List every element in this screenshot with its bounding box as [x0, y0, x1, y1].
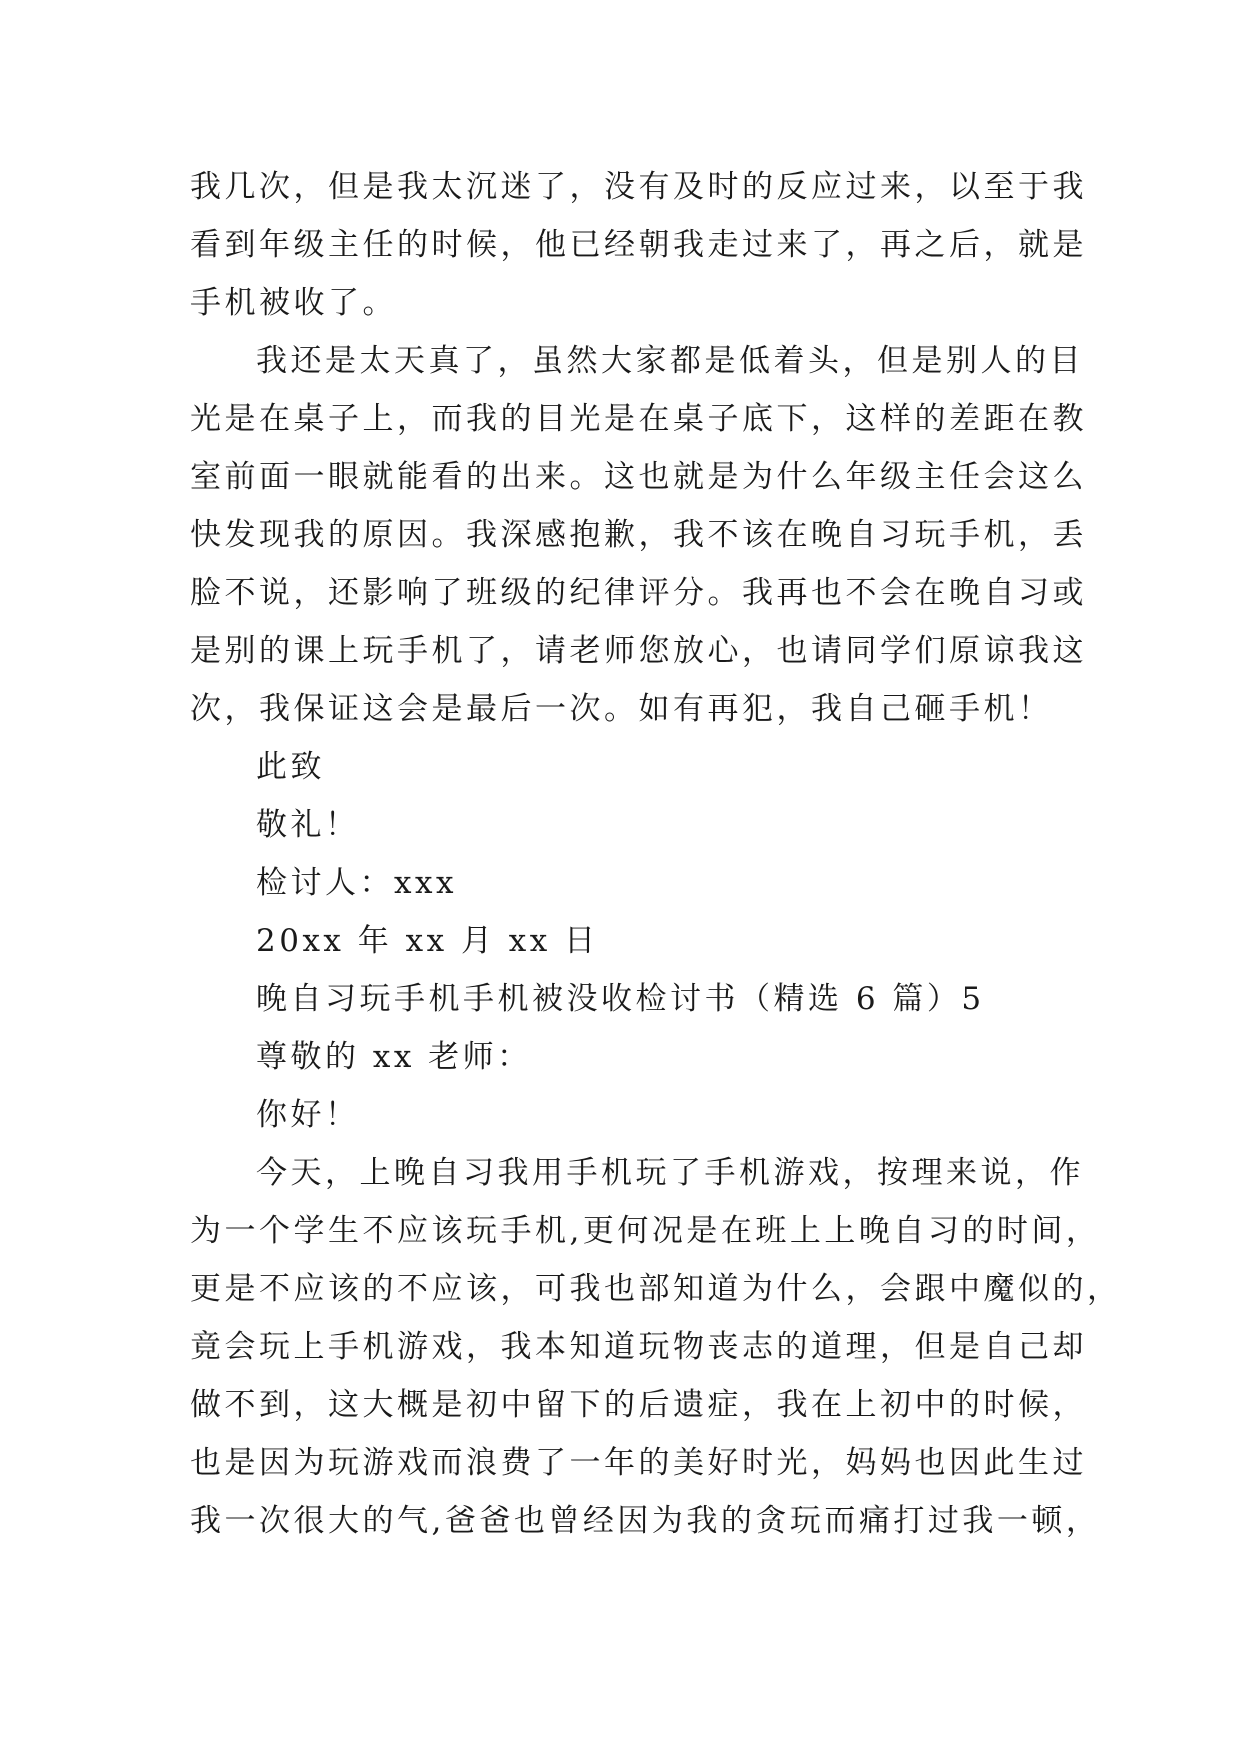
body-text-line: 我一次很大的气,爸爸也曾经因为我的贪玩而痛打过我一顿， [190, 1503, 1101, 1539]
body-text-line: 光是在桌子上，而我的目光是在桌子底下，这样的差距在教 [190, 401, 1087, 437]
body-text-line: 脸不说，还影响了班级的纪律评分。我再也不会在晚自习或 [190, 575, 1087, 611]
body-text-line: 为一个学生不应该玩手机,更何况是在班上上晚自习的时间， [190, 1213, 1101, 1249]
body-text-line: 室前面一眼就能看的出来。这也就是为什么年级主任会这么 [190, 459, 1087, 495]
closing-regards: 敬礼！ [256, 807, 360, 843]
body-text-line: 我几次，但是我太沉迷了，没有及时的反应过来，以至于我 [190, 169, 1087, 205]
body-text-line: 做不到，这大概是初中留下的后遗症，我在上初中的时候， [190, 1387, 1087, 1423]
body-text-line: 次，我保证这会是最后一次。如有再犯，我自己砸手机！ [190, 691, 1053, 727]
body-text-line: 也是因为玩游戏而浪费了一年的美好时光，妈妈也因此生过 [190, 1445, 1087, 1481]
paragraph-start-line: 今天，上晚自习我用手机玩了手机游戏，按理来说，作 [256, 1155, 1084, 1191]
closing-salutation: 此致 [256, 749, 325, 785]
body-text-line: 快发现我的原因。我深感抱歉，我不该在晚自习玩手机，丢 [190, 517, 1087, 553]
paragraph-start-line: 我还是太天真了，虽然大家都是低着头，但是别人的目 [256, 343, 1084, 379]
body-text-line: 看到年级主任的时候，他已经朝我走过来了，再之后，就是 [190, 227, 1087, 263]
letter-greeting: 你好！ [256, 1097, 360, 1133]
body-text-line: 手机被收了。 [190, 285, 397, 321]
signature-date: 20xx 年 xx 月 xx 日 [256, 923, 599, 959]
letter-addressee: 尊敬的 xx 老师： [256, 1039, 532, 1075]
body-text-line: 更是不应该的不应该，可我也部知道为什么，会跟中魔似的， [190, 1271, 1122, 1307]
section-title: 晚自习玩手机手机被没收检讨书（精选 6 篇）5 [256, 981, 985, 1017]
body-text-line: 竟会玩上手机游戏，我本知道玩物丧志的道理，但是自己却 [190, 1329, 1087, 1365]
document-body [190, 158, 1122, 1550]
signature-name: 检讨人：xxx [256, 865, 457, 901]
body-text-line: 是别的课上玩手机了，请老师您放心，也请同学们原谅我这 [190, 633, 1087, 669]
